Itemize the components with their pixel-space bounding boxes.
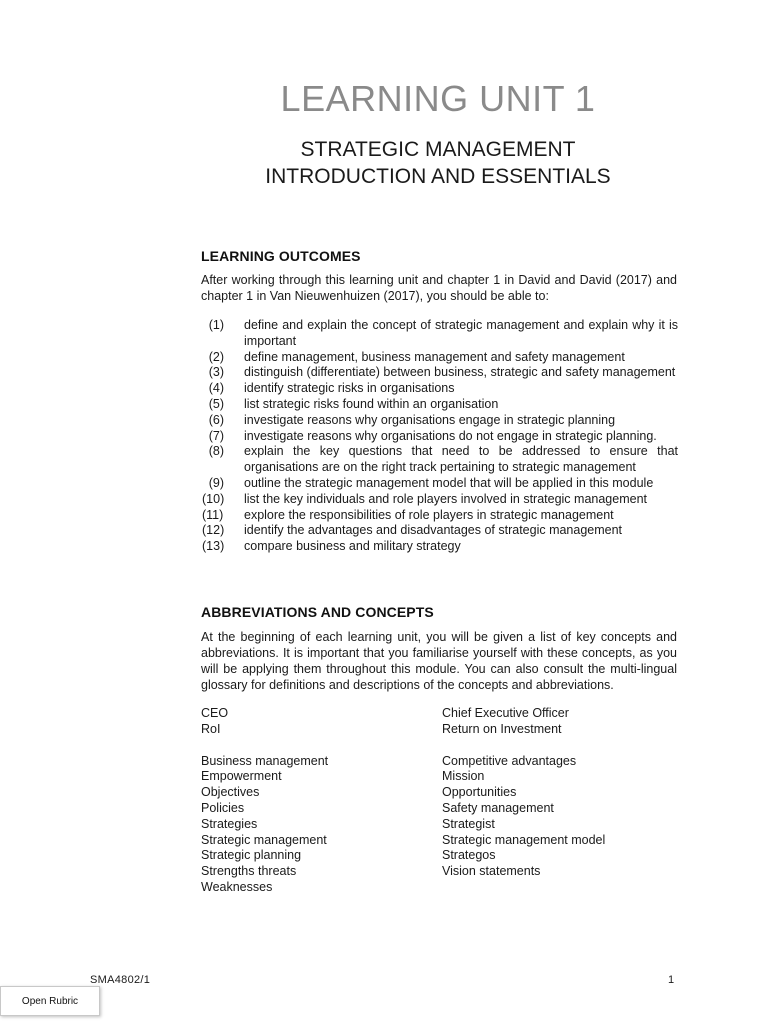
outcome-number: (7) <box>208 428 224 443</box>
outcome-item <box>196 429 678 445</box>
outcome-item <box>196 508 678 524</box>
outcome-number: (5) <box>208 396 224 411</box>
module-code: SMA4802/1 <box>90 974 151 986</box>
outcome-text: distinguish (differentiate) between business, strategic and safety management <box>244 365 676 380</box>
outcome-item <box>196 413 678 429</box>
concept-right: Safety management <box>442 800 554 815</box>
subtitle-line-1: STRATEGIC MANAGEMENT <box>300 138 576 161</box>
concept-right: Strategist <box>442 816 495 831</box>
concept-left: Strategic planning <box>201 848 302 863</box>
outcome-number: (3) <box>208 365 224 380</box>
concept-left: Business management <box>201 753 329 768</box>
concept-left: Weaknesses <box>201 879 273 894</box>
concept-row <box>201 848 677 864</box>
concept-left: Strengths threats <box>201 864 297 879</box>
outcome-text: define and explain the concept of strategic management and explain why it is important <box>244 318 678 348</box>
concept-right <box>442 880 677 896</box>
concept-row <box>201 880 677 896</box>
outcome-text: explore the responsibilities of role players in strategic management <box>244 507 614 522</box>
outcome-text: outline the strategic management model that will be applied in this module <box>244 475 654 490</box>
unit-title: LEARNING UNIT 1 <box>280 78 596 119</box>
learning-outcomes-intro: After working through this learning unit and chapter 1 in David and David (2017) and chapter 1 in Van Nieuwenhuizen (2017), you should be able to: <box>201 273 677 303</box>
outcome-item <box>196 318 678 350</box>
outcome-text: investigate reasons why organisations do not engage in strategic planning. <box>244 428 657 443</box>
outcome-text: compare business and military strategy <box>244 539 461 554</box>
abbreviation-row <box>201 722 677 738</box>
concept-right: Competitive advantages <box>442 753 577 768</box>
outcome-text: list the key individuals and role players involved in strategic management <box>244 491 647 506</box>
concept-row <box>201 817 677 833</box>
concept-right: Strategic management model <box>442 832 606 847</box>
outcome-item <box>196 365 678 381</box>
concept-right: Vision statements <box>442 864 541 879</box>
concept-row <box>201 785 677 801</box>
concept-right: Strategos <box>442 848 496 863</box>
concept-row <box>201 801 677 817</box>
outcome-number: (12) <box>202 523 225 538</box>
concept-left: Strategic management <box>201 832 327 847</box>
outcome-text: investigate reasons why organisations engage in strategic planning <box>244 412 616 427</box>
concept-row <box>201 769 677 785</box>
abbreviation-row <box>201 706 677 722</box>
concept-left: Empowerment <box>201 769 282 784</box>
page-number: 1 <box>668 974 675 986</box>
outcome-number: (4) <box>208 381 224 396</box>
outcome-number: (11) <box>202 507 224 522</box>
outcome-item <box>196 444 678 476</box>
abbreviations-intro: At the beginning of each learning unit, you will be given a list of key concepts and abbreviations. It is important that you familiarise yourself with these concepts, as you will be applying them throughout this module. You can also consult the multi-lingual glossary for definitions and descriptions of the concepts and abbreviations. <box>201 630 677 692</box>
concept-row <box>201 833 677 849</box>
outcome-text: identify the advantages and disadvantages of strategic management <box>244 523 623 538</box>
abbreviations-heading: ABBREVIATIONS AND CONCEPTS <box>201 604 434 620</box>
outcome-item <box>196 523 678 539</box>
concept-right: Mission <box>442 769 485 784</box>
outcome-text: identify strategic risks in organisations <box>244 381 455 396</box>
learning-outcomes-heading: LEARNING OUTCOMES <box>201 248 361 264</box>
abbreviation-meaning: Return on Investment <box>442 721 562 736</box>
outcome-number: (2) <box>208 349 224 364</box>
outcome-text: define management, business management and safety management <box>244 349 625 364</box>
outcome-number: (10) <box>202 491 225 506</box>
concept-row <box>201 864 677 880</box>
open-rubric-button[interactable]: Open Rubric <box>0 986 100 1016</box>
outcome-number: (13) <box>202 539 225 554</box>
outcome-number: (1) <box>208 318 224 332</box>
outcome-item <box>196 539 678 555</box>
outcome-number: (8) <box>208 444 224 459</box>
concept-right: Opportunities <box>442 785 517 800</box>
unit-subtitle <box>0 136 768 190</box>
outcome-text: explain the key questions that need to be addressed to ensure that organisations are on the right track pertaining to strategic management <box>244 444 678 475</box>
outcome-number: (6) <box>208 412 224 427</box>
outcome-number: (9) <box>208 475 224 490</box>
learning-outcomes-list <box>196 318 678 555</box>
abbreviation-meaning: Chief Executive Officer <box>442 706 569 720</box>
concept-row <box>201 754 677 770</box>
abbreviation-term: CEO <box>201 706 229 720</box>
list-spacer <box>201 738 677 754</box>
outcome-item <box>196 476 678 492</box>
abbreviations-concepts-list <box>201 706 677 896</box>
abbreviation-term: RoI <box>201 721 221 736</box>
subtitle-line-2: INTRODUCTION AND ESSENTIALS <box>265 165 611 188</box>
outcome-item <box>196 492 678 508</box>
outcome-item <box>196 381 678 397</box>
outcome-text: list strategic risks found within an organisation <box>244 396 499 411</box>
outcome-item <box>196 350 678 366</box>
concept-left: Strategies <box>201 816 258 831</box>
concept-left: Objectives <box>201 785 260 800</box>
concept-left: Policies <box>201 800 245 815</box>
outcome-item <box>196 397 678 413</box>
